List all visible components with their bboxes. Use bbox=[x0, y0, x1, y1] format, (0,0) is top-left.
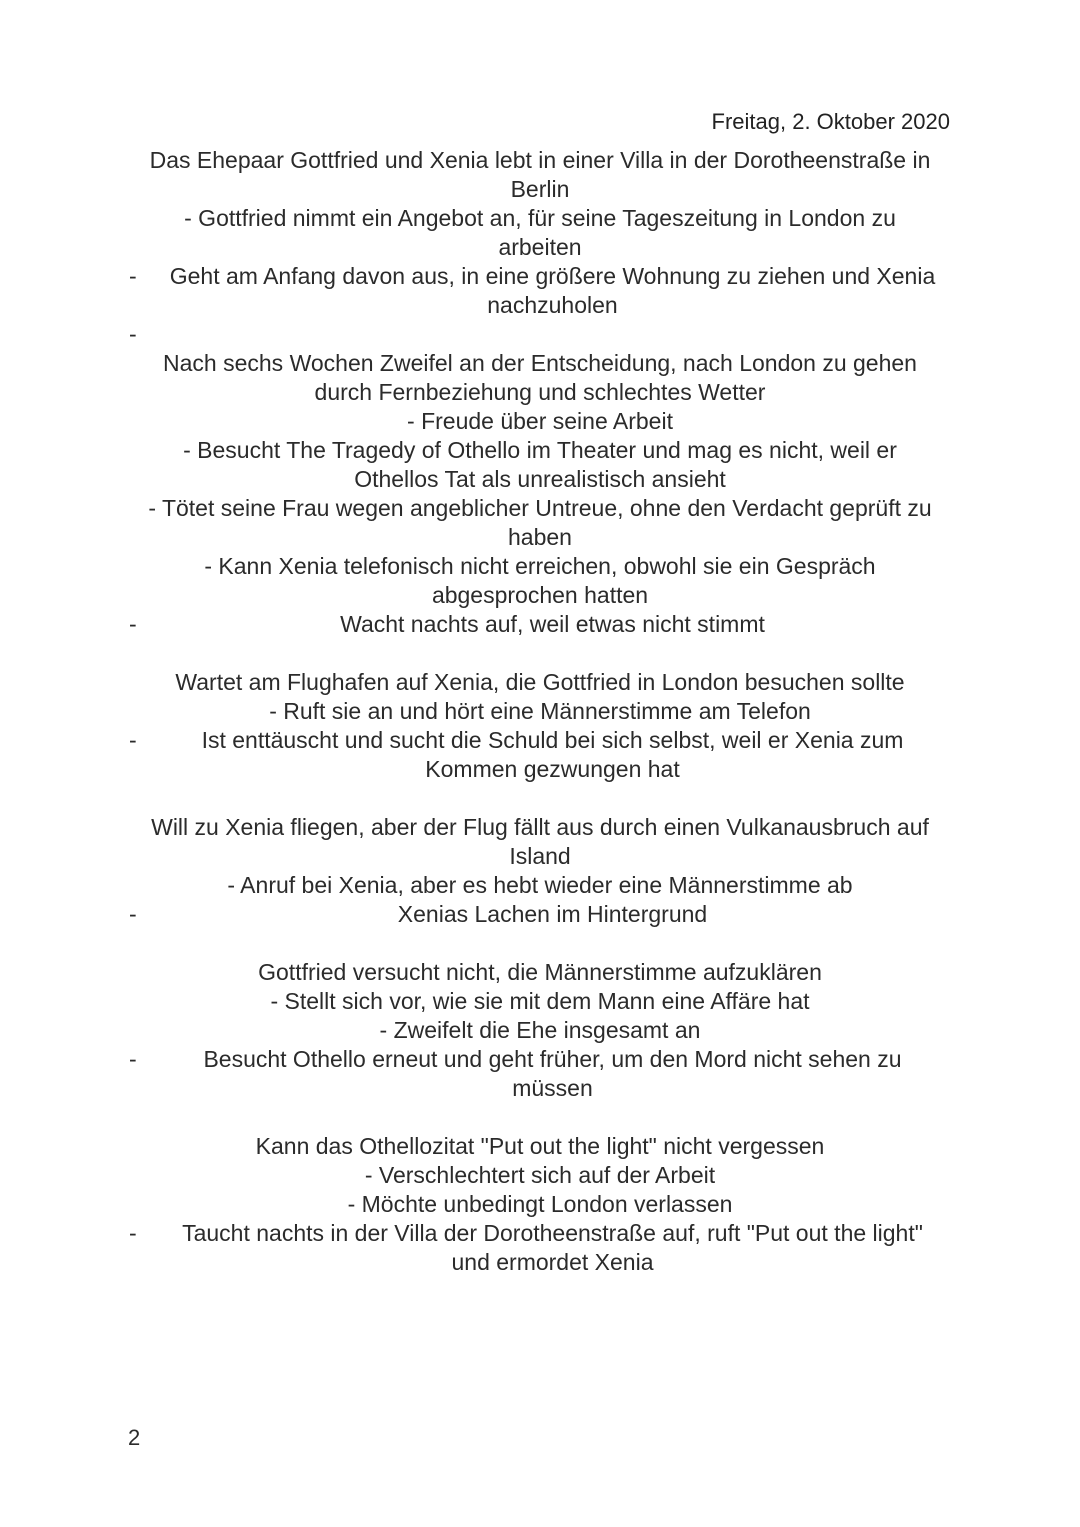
text-line: nachzuholen bbox=[487, 292, 618, 318]
text-line: durch Fernbeziehung und schlechtes Wetter bbox=[314, 379, 766, 405]
text-line: Nach sechs Wochen Zweifel an der Entscheidung, nach London zu gehen bbox=[163, 350, 917, 376]
text-line: - Verschlechtert sich auf der Arbeit bbox=[364, 1162, 716, 1188]
text-line: Gottfried versucht nicht, die Männerstimme aufzuklären bbox=[258, 959, 822, 985]
text-line: - Zweifelt die Ehe insgesamt an bbox=[379, 1017, 701, 1043]
text-line: und ermordet Xenia bbox=[451, 1249, 654, 1275]
text-line: Kann das Othellozitat "Put out the light" nicht vergessen bbox=[255, 1133, 825, 1159]
text-line: Will zu Xenia fliegen, aber der Flug fällt aus durch einen Vulkanausbruch auf bbox=[151, 814, 929, 840]
text-line: - Kann Xenia telefonisch nicht erreichen, obwohl sie ein Gespräch bbox=[204, 553, 876, 579]
text-line: Geht am Anfang davon aus, in eine größere Wohnung zu ziehen und Xenia bbox=[169, 263, 936, 289]
text-line: Ist enttäuscht und sucht die Schuld bei sich selbst, weil er Xenia zum bbox=[201, 727, 904, 753]
text-line: Das Ehepaar Gottfried und Xenia lebt in einer Villa in der Dorotheenstraße in bbox=[149, 147, 931, 173]
text-line: - Gottfried nimmt ein Angebot an, für seine Tageszeitung in London zu bbox=[184, 205, 896, 231]
page-number: 2 bbox=[128, 1425, 141, 1450]
text-line: - Stellt sich vor, wie sie mit dem Mann eine Affäre hat bbox=[270, 988, 810, 1014]
text-line: - Möchte unbedingt London verlassen bbox=[347, 1191, 733, 1217]
list-dash: - bbox=[129, 727, 137, 753]
text-line: müssen bbox=[512, 1075, 593, 1101]
list-dash: - bbox=[129, 321, 137, 347]
text-line: arbeiten bbox=[498, 234, 582, 260]
text-line: - Tötet seine Frau wegen angeblicher Untreue, ohne den Verdacht geprüft zu bbox=[148, 495, 932, 521]
text-line: Othellos Tat als unrealistisch ansieht bbox=[354, 466, 726, 492]
text-line: abgesprochen hatten bbox=[431, 582, 649, 608]
text-line: Wartet am Flughafen auf Xenia, die Gottfried in London besuchen sollte bbox=[175, 669, 905, 695]
text-line: - Besucht The Tragedy of Othello im Theater und mag es nicht, weil er bbox=[183, 437, 897, 463]
list-dash: - bbox=[129, 611, 137, 637]
text-line: Besucht Othello erneut und geht früher, um den Mord nicht sehen zu bbox=[203, 1046, 902, 1072]
text-line: haben bbox=[508, 524, 572, 550]
text-line: Xenias Lachen im Hintergrund bbox=[397, 901, 708, 927]
text-line: - Ruft sie an und hört eine Männerstimme am Telefon bbox=[269, 698, 811, 724]
list-dash: - bbox=[129, 901, 137, 927]
list-dash: - bbox=[129, 263, 137, 289]
text-line: Island bbox=[509, 843, 571, 869]
text-line: Wacht nachts auf, weil etwas nicht stimmt bbox=[340, 611, 765, 637]
list-dash: - bbox=[129, 1220, 137, 1246]
text-line: Berlin bbox=[510, 176, 570, 202]
text-line: Kommen gezwungen hat bbox=[425, 756, 680, 782]
text-line: - Anruf bei Xenia, aber es hebt wieder eine Männerstimme ab bbox=[227, 872, 853, 898]
date-header: Freitag, 2. Oktober 2020 bbox=[711, 109, 950, 134]
text-line: Taucht nachts in der Villa der Dorotheenstraße auf, ruft "Put out the light" bbox=[182, 1220, 923, 1246]
list-dash: - bbox=[129, 1046, 137, 1072]
text-line: - Freude über seine Arbeit bbox=[407, 408, 673, 434]
